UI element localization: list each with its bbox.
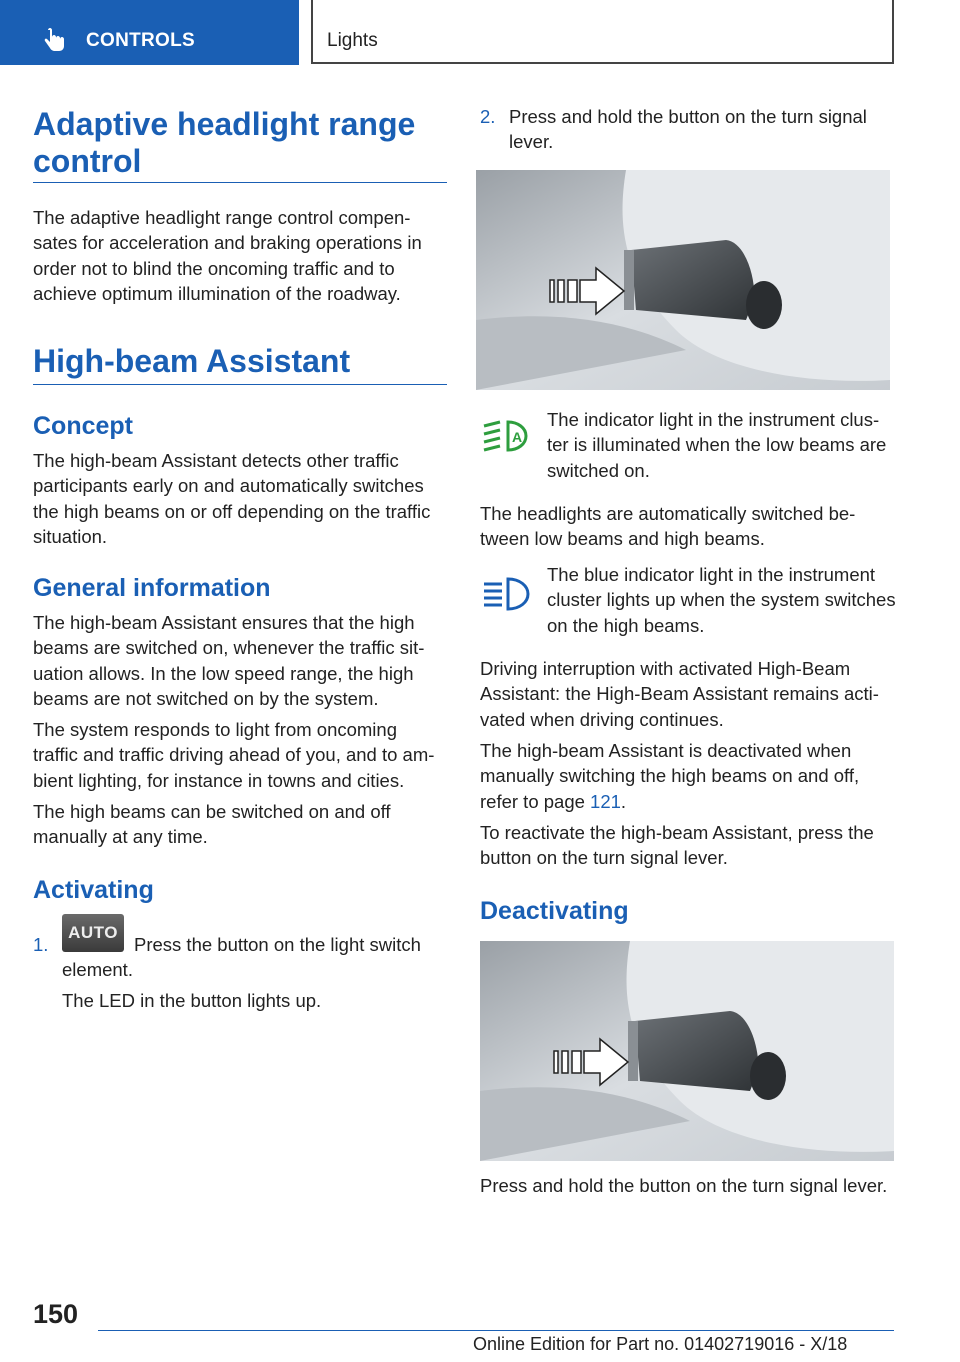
svg-text:A: A (512, 429, 523, 445)
step-2-text: Press and hold the button on the turn signal lever. (509, 106, 867, 153)
page-link[interactable]: 121 (590, 790, 621, 812)
deactivated-text: The high-beam Assistant is deactivated when manually switching the high beams on and off, refer to page 121. (480, 740, 860, 812)
deactivating-caption: Press and hold the button on the turn signal lever. (480, 1175, 888, 1196)
low-beam-indicator-icon (482, 418, 534, 458)
auto-button-icon: AUTO (62, 914, 124, 952)
turn-signal-lever-photo-2 (480, 941, 894, 1161)
title-rule (33, 182, 447, 183)
indicator-1-text: The indicator light in the instrument clus‐ ter is illuminated when the low beams are switched on. (547, 409, 887, 481)
deactivating-title: Deactivating (480, 897, 629, 925)
indicator-2-text: The blue indicator light in the instrument cluster lights up when the system switches on the high beams. (547, 564, 896, 636)
auto-switch-text: The headlights are automatically switched be‐ tween low beams and high beams. (480, 503, 856, 550)
chapter-label: Lights (327, 30, 378, 51)
section-label: CONTROLS (86, 30, 196, 51)
step-number: 2. (480, 106, 496, 127)
high-beam-indicator-icon (482, 576, 534, 616)
chapter-header (311, 0, 894, 64)
activating-title: Activating (33, 876, 154, 904)
step-1-text: Press the button on the light switch element. (62, 934, 421, 981)
adaptive-title: Adaptive headlight range control (33, 106, 416, 179)
step-1-note: The LED in the button lights up. (62, 990, 322, 1011)
adaptive-body: The adaptive headlight range control compen‐ sates for acceleration and braking operations in order not to blind the oncoming traffic and to achieve optimum illumination of the roadway. (33, 207, 422, 304)
general-paragraph-3: The high beams can be switched on and off manually at any time. (33, 801, 391, 848)
high-beam-title: High-beam Assistant (33, 343, 351, 379)
section-tab[interactable] (0, 0, 299, 65)
concept-title: Concept (33, 412, 133, 440)
general-paragraph-2: The system responds to light from oncoming traffic and traffic driving ahead of you, and to am‐ bient lighting, for instance in towns and cities. (33, 719, 435, 791)
general-title: General information (33, 574, 271, 602)
footer-edition: Online Edition for Part no. 01402719016 - X/18 (473, 1334, 848, 1354)
title-rule (33, 384, 447, 385)
reactivate-text: To reactivate the high-beam Assistant, press the button on the turn signal lever. (480, 822, 874, 869)
interruption-text: Driving interruption with activated High-Beam Assistant: the High-Beam Assistant remains acti‐ vated when driving continues. (480, 658, 879, 730)
page-number: 150 (33, 1299, 79, 1329)
concept-body: The high-beam Assistant detects other traffic participants early on and automatically switches the high beams on or off depending on the traffic situation. (33, 450, 431, 547)
hand-pointer-icon (42, 28, 66, 54)
general-paragraph-1: The high-beam Assistant ensures that the high beams are switched on, whenever the traffic sit‐ uation allows. In the low speed range, the high beams are not switched on by the system. (33, 612, 425, 709)
footer-rule (98, 1330, 894, 1331)
step-number: 1. (33, 934, 49, 955)
turn-signal-lever-photo (476, 170, 890, 390)
